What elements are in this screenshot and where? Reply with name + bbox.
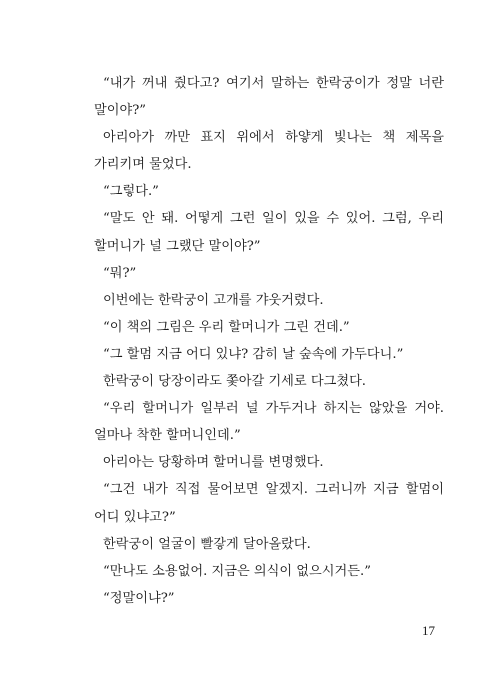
paragraph: 한락궁이 당장이라도 쫓아갈 기세로 다그쳤다. <box>103 374 367 390</box>
paragraph: 이번에는 한락궁이 고개를 갸웃거렸다. <box>103 292 324 308</box>
paragraph: “그건 내가 직접 물어보면 알겠지. 그러니까 지금 할멈이 어디 있냐고?” <box>94 482 444 525</box>
paragraph: “그렇다.” <box>103 184 159 200</box>
body-text <box>94 70 444 612</box>
paragraph: “정말이냐?” <box>103 590 175 606</box>
paragraph: “우리 할머니가 일부러 널 가두거나 하지는 않았을 거야. 얼마나 착한 할머니인데.” <box>94 401 444 444</box>
paragraph: “만나도 소용없어. 지금은 의식이 없으시거든.” <box>103 563 371 579</box>
paragraph: “그 할멈 지금 어디 있냐? 감히 날 숲속에 가두다니.” <box>103 346 404 362</box>
paragraph: 아리아가 까만 표지 위에서 하얗게 빛나는 책 제목을 가리키며 물었다. <box>94 130 444 173</box>
paragraph: 아리아는 당황하며 할머니를 변명했다. <box>103 455 324 471</box>
page-number: 17 <box>422 623 435 638</box>
paragraph: 한락궁이 얼굴이 빨갛게 달아올랐다. <box>103 536 311 552</box>
paragraph: “이 책의 그림은 우리 할머니가 그린 건데.” <box>103 319 350 335</box>
paragraph: “말도 안 돼. 어떻게 그런 일이 있을 수 있어. 그럼, 우리 할머니가 널 그랬단 말이야?” <box>94 211 444 254</box>
paragraph: “내가 꺼내 줬다고? 여기서 말하는 한락궁이가 정말 너란 말이야?” <box>94 76 444 119</box>
paragraph: “뭐?” <box>103 265 137 281</box>
